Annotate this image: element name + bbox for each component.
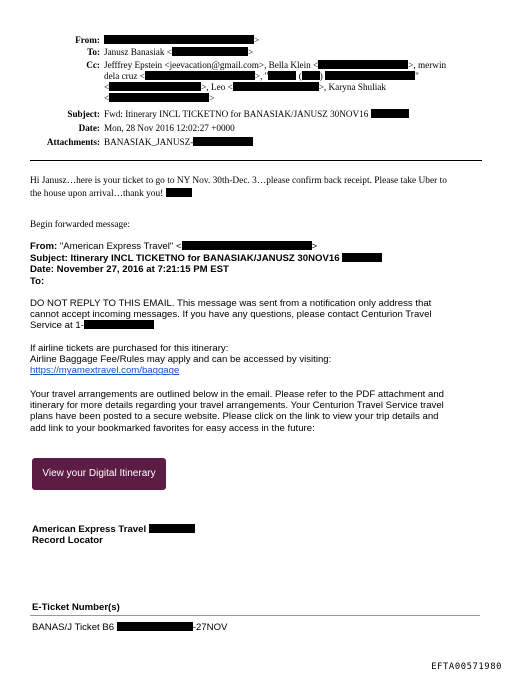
redaction-bar [172,47,248,56]
redaction-bar [104,35,254,44]
date-label: Date: [78,123,100,133]
redaction-bar [145,71,255,80]
redaction-bar [342,253,382,262]
header-divider [30,160,482,161]
body-line: Service at 1- [30,320,500,331]
redaction-bar [117,622,193,631]
fwd-date-row: Date: November 27, 2016 at 7:21:15 PM EST [30,264,229,276]
redaction-bar [318,60,408,69]
attachments-label: Attachments: [46,137,100,147]
eticket-header: E-Ticket Number(s) [32,602,120,613]
cc-line-4: < > [104,93,215,103]
message-line: Hi Janusz…here is your ticket to go to NY Nov. 30th-Dec. 3…please confirm back receipt. Please take Uber to [30,176,447,186]
body-line: plans have been posted to a secure website. Please click on the link to view your trip details and [30,411,439,423]
subject-label: Subject: [67,109,100,119]
from-label: From: [75,35,100,45]
body-line: Airline Baggage Fee/Rules may apply and can be accessed by visiting: [30,354,332,366]
body-line: DO NOT REPLY TO THIS EMAIL. This message was sent from a notification only address that [30,298,432,309]
redaction-bar [166,188,192,197]
ticket-row: BANAS/J Ticket B6 -27NOV [32,622,228,633]
to-label: To: [87,47,100,57]
cc-label: Cc: [86,60,100,70]
record-locator-line: American Express Travel [32,524,195,535]
subject-value: Fwd: Itinerary INCL TICKETNO for BANASIAK/JANUSZ 30NOV16 [104,109,409,120]
redaction-bar [84,320,154,329]
to-value: Janusz Banasiak < > [104,47,254,57]
from-value: > [104,35,259,46]
view-digital-itinerary-button[interactable]: View your Digital Itinerary [32,458,166,490]
cc-line-1: Jefffrey Epstein <jeevacation@gmail.com>, Bella Klein < >, merwin [104,60,447,70]
redaction-bar [233,82,319,91]
message-text [30,176,490,200]
redaction-bar [268,71,296,80]
fwd-from-row: From: "American Express Travel" < > [30,241,318,252]
date-value: Mon, 28 Nov 2016 12:02:27 +0000 [104,123,235,133]
baggage-paragraph [30,343,500,377]
record-locator-line: Record Locator [32,535,103,547]
arrangements-paragraph [30,389,500,434]
body-line: itinerary for more details regarding your travel arrangements. Your Centurion Travel Service travel [30,400,444,412]
redaction-bar [182,241,312,250]
redaction-bar [325,71,415,80]
message-line: the house upon arrival…thank you! [30,188,490,201]
redaction-bar [109,93,209,102]
eticket-divider [30,615,480,616]
body-line: Your travel arrangements are outlined below in the email. Please refer to the PDF attachment and [30,389,445,400]
redaction-bar [149,524,195,533]
attachment-link[interactable]: BANASIAK_JANUSZ- [104,137,253,148]
redaction-bar [302,71,320,80]
notice-paragraph [30,298,500,332]
begin-forwarded-label: Begin forwarded message: [30,220,130,230]
cc-line-3: < >, Leo < >, Karyna Shuliak [104,82,386,92]
redaction-bar [109,82,201,91]
forwarded-header [30,241,490,287]
redaction-bar [371,109,409,118]
baggage-link[interactable]: https://myamextravel.com/baggage [30,365,180,377]
body-line: cannot accept incoming messages. If you have any questions, please contact Centurion Travel [30,309,432,321]
record-locator [32,524,195,546]
document-id: EFTA00571980 [431,662,502,672]
redaction-bar [193,137,253,146]
body-line: If airline tickets are purchased for this itinerary: [30,343,229,354]
cc-line-2: dela cruz < >, " ( ) " [104,71,419,81]
body-line: add link to your bookmarked favorites for easy access in the future: [30,422,315,434]
fwd-to-row: To: [30,275,45,287]
fwd-subject-row: Subject: Itinerary INCL TICKETNO for BANASIAK/JANUSZ 30NOV16 [30,253,490,265]
